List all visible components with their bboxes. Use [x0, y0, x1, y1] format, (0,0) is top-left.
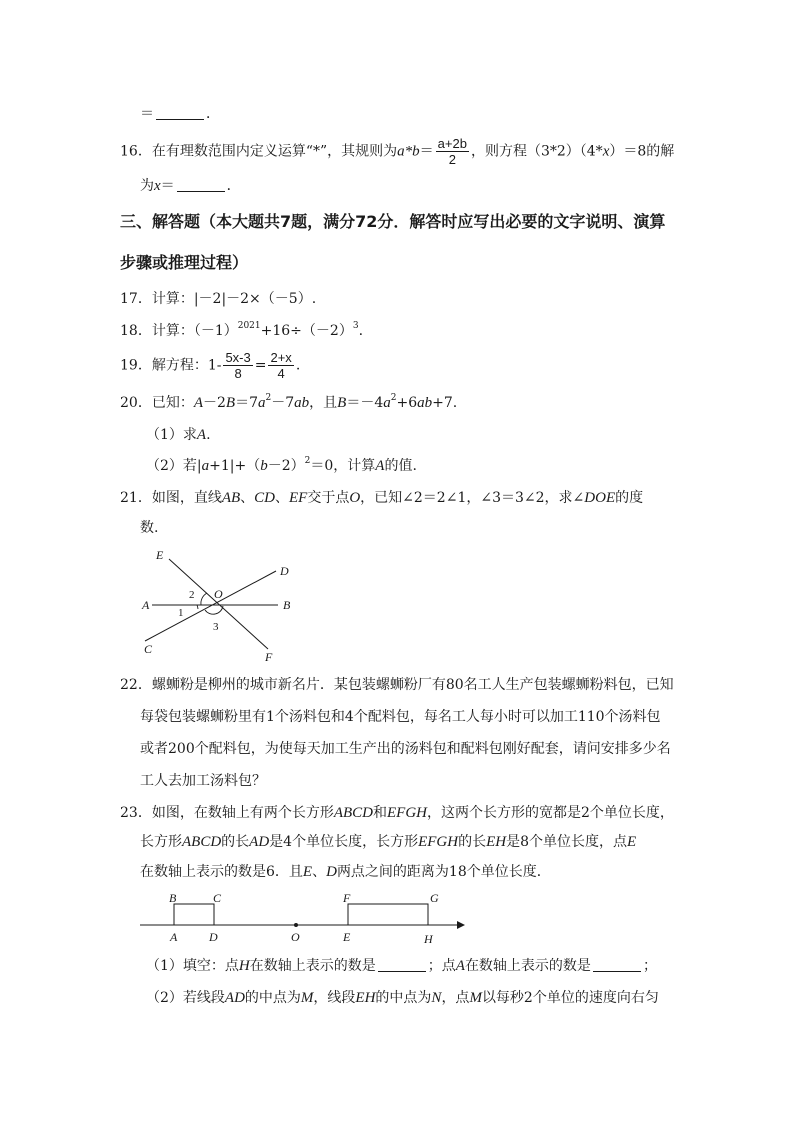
- rect-ABCD: [174, 904, 214, 925]
- section-3-heading-line1: 三、解答题（本大题共7题，满分72分．解答时应写出必要的文字说明、演算: [120, 212, 666, 231]
- q23-sub2-text: ，点: [441, 990, 470, 1006]
- q20-sub2-var-A: A: [375, 458, 385, 474]
- q21-line-AB: AB: [221, 490, 241, 506]
- q18-text-2: +16÷（－2）: [260, 323, 353, 339]
- q23-point-D: D: [326, 864, 337, 880]
- q20-var-a: a: [383, 395, 391, 411]
- q23-sub1-point-H: H: [238, 958, 250, 974]
- label-D: D: [280, 564, 289, 578]
- q18-text: 18．计算：（－1）: [120, 323, 238, 339]
- q16-fraction-denominator: 2: [448, 152, 456, 167]
- q23-text: 、: [312, 864, 327, 880]
- q23-segment-AD: AD: [249, 834, 270, 850]
- angle-1-arc: [197, 605, 198, 609]
- q21-text: ，已知∠2＝2∠1，∠3＝3∠2，求∠: [360, 490, 585, 506]
- label-B: B: [283, 598, 291, 612]
- q23-text: 23．如图，在数轴上有两个长方形: [120, 805, 334, 821]
- label-C: C: [144, 642, 153, 656]
- q20-var-a: a: [258, 395, 266, 411]
- q20-sub1: [146, 425, 211, 445]
- section-3-heading-line2: 步骤或推理过程）: [120, 253, 249, 272]
- q23-text: 在数轴上表示的数是6．且: [140, 864, 303, 880]
- q18-exponent-1: 2021: [237, 321, 261, 331]
- q20-text: ，且: [309, 395, 338, 411]
- q21-text: 的度: [615, 490, 644, 506]
- q20-exponent: 2: [390, 393, 397, 403]
- q18-exponent-2: 3: [352, 321, 359, 331]
- q19-fraction-1-numerator: 5x-3: [225, 350, 251, 365]
- q16-line2: [140, 176, 241, 196]
- q19: [120, 350, 300, 381]
- label-O: O: [214, 587, 223, 601]
- q16-line2-equals: ＝: [160, 178, 175, 194]
- label-E: E: [156, 548, 164, 562]
- label-H: H: [424, 932, 433, 946]
- label-E: E: [343, 930, 351, 944]
- number-line-arrow: [457, 921, 465, 929]
- q23-sub1-point-A: A: [455, 958, 465, 974]
- q16-equals: ＝: [419, 143, 434, 160]
- q21-text: 21．如图，直线: [120, 490, 222, 506]
- q20-var-ab: ab: [294, 395, 310, 411]
- q20-var-B: B: [337, 395, 347, 411]
- angle-label-1: 1: [178, 607, 184, 619]
- q15-answer-line: [140, 104, 220, 124]
- q20-sub1-var-A: A: [196, 427, 207, 443]
- q20-text: +6: [396, 395, 418, 411]
- q15-answer-blank: [156, 105, 204, 120]
- label-G: G: [430, 891, 439, 905]
- q23-rect-ABCD: ABCD: [182, 834, 222, 850]
- q20-sub2-text: ＝0，计算: [310, 458, 376, 474]
- q19-equals: =: [254, 357, 267, 374]
- q16-variable: x: [602, 143, 610, 160]
- q20-sub2-text: －2）: [267, 458, 305, 474]
- q23-text: 两点之间的距离为18个单位长度．: [336, 864, 551, 880]
- origin-dot: [294, 923, 298, 927]
- q23-text: 的长: [458, 834, 487, 850]
- q23-sub2-text: （2）若线段: [146, 990, 225, 1006]
- angle-label-2: 2: [189, 589, 195, 601]
- q23-text: 是4个单位长度，长方形: [269, 834, 419, 850]
- q23-text: ，这两个长方形的宽都是2个单位长度，: [427, 805, 674, 821]
- q20-text: +7.: [432, 395, 458, 411]
- q23-sub2-point-M: M: [300, 990, 314, 1006]
- q20-var-B: B: [225, 395, 236, 411]
- q23-sub1: [146, 956, 657, 976]
- q23-sub2-point-N: N: [431, 990, 442, 1006]
- q23-text: 的长: [221, 834, 250, 850]
- q20-text: ＝－4: [346, 395, 384, 411]
- label-A: A: [170, 930, 178, 944]
- q16-line1: [120, 136, 674, 167]
- q15-equals: ＝: [140, 106, 154, 122]
- q21-angle-DOE: DOE: [584, 490, 616, 506]
- q23-sub2-segment-EH: EH: [355, 990, 376, 1006]
- q20-exponent: 2: [265, 393, 272, 403]
- angle-label-3: 3: [213, 621, 219, 633]
- q22-line2: 每袋包装螺蛳粉里有1个汤料包和4个配料包，每名工人每小时可以加工110个汤料包: [140, 709, 661, 725]
- q21-line1: [120, 488, 643, 508]
- q23-rect-EFGH: EFGH: [387, 805, 427, 821]
- line-EF: [169, 559, 268, 649]
- rect-EFGH: [348, 904, 428, 925]
- q16-period: ．: [226, 178, 241, 194]
- q21-line-CD: CD: [254, 490, 275, 506]
- q22-line1: 22．螺蛳粉是柳州的城市新名片．某包装螺蛳粉厂有80名工人生产包装螺蛳粉料包，已知: [120, 677, 674, 693]
- q16-answer-blank: [177, 177, 225, 192]
- label-F: F: [343, 891, 351, 905]
- q19-fraction-2: [268, 350, 293, 381]
- label-F: F: [265, 650, 273, 664]
- q21-text: 交于点: [307, 490, 350, 506]
- q20-var-A: A: [193, 395, 203, 411]
- q19-text: 19．解方程：1-: [120, 357, 222, 374]
- q23-text: 和: [373, 805, 387, 821]
- q21-line2: 数.: [140, 520, 159, 536]
- q19-fraction-1: [223, 350, 252, 381]
- angle-2-arc: [201, 593, 207, 605]
- q20-sub2-var-a: a: [201, 458, 210, 474]
- q16-fraction: [436, 136, 469, 167]
- q16-text-2: ，则方程（3*2）（4*: [470, 143, 603, 160]
- q16-line2-text: 为: [140, 178, 154, 194]
- q23-sub2-text: ，线段: [313, 990, 356, 1006]
- line-CD: [145, 571, 276, 641]
- q19-fraction-2-denominator: 4: [277, 366, 285, 381]
- q23-sub2-text: 以每秒2个单位的速度向右匀: [481, 990, 659, 1006]
- label-A: A: [142, 598, 150, 612]
- q20-sub2: [146, 456, 417, 476]
- q23-sub1-text: 在数轴上表示的数是: [464, 958, 591, 974]
- q16-line2-variable: x: [154, 178, 161, 194]
- q20-sub1-period: .: [206, 427, 211, 443]
- q23-sub1-text: ；点: [427, 958, 456, 974]
- q23-segment-EH: EH: [486, 834, 507, 850]
- q20-sub2-text: （2）若|: [146, 458, 202, 474]
- label-D: D: [209, 930, 218, 944]
- q16-text: 在有理数范围内定义运算“*”，其规则为: [151, 143, 398, 160]
- q19-fraction-1-denominator: 8: [234, 366, 242, 381]
- q16-text-3: ）＝8的解: [609, 143, 675, 160]
- q23-point-E: E: [627, 834, 637, 850]
- q23-number-line-figure: [135, 888, 475, 948]
- q23-text: 是8个单位长度，点: [506, 834, 628, 850]
- q20-text: －7: [271, 395, 295, 411]
- q20-sub1-text: （1）求: [146, 427, 197, 443]
- q21-figure: [135, 545, 305, 670]
- q23-sub2-text: 的中点为: [375, 990, 432, 1006]
- q22-line3: 或者200个配料包，为使每天加工生产出的汤料包和配料包刚好配套，请问安排多少名: [140, 741, 671, 757]
- q20-var-ab: ab: [417, 395, 433, 411]
- q19-period: .: [295, 357, 301, 374]
- label-O: O: [291, 930, 300, 944]
- q23-text: 长方形: [140, 834, 182, 850]
- q22-line4: 工人去加工汤料包？: [140, 773, 266, 789]
- q20-sub2-text: +1|+（: [209, 458, 261, 474]
- q20: [120, 393, 457, 413]
- q17: 17．计算：|－2|－2×（－5）.: [120, 291, 317, 307]
- q23-sub2: [146, 988, 659, 1008]
- q23-rect-ABCD: ABCD: [333, 805, 373, 821]
- q23-line2: [140, 832, 636, 852]
- q20-text: 20．已知：: [120, 395, 194, 411]
- q21-text: 、: [240, 490, 255, 506]
- q23-sub2-point-M: M: [469, 990, 482, 1006]
- q20-sub2-exponent: 2: [304, 456, 311, 466]
- q20-text: －2: [203, 395, 226, 411]
- q23-sub1-text: ；: [642, 958, 657, 974]
- q23-sub1-blank-A: [593, 957, 641, 972]
- q23-line1: [120, 803, 674, 823]
- label-B: B: [169, 891, 177, 905]
- q23-sub2-text: 的中点为: [244, 990, 301, 1006]
- q23-sub1-blank-H: [378, 957, 426, 972]
- q19-fraction-2-numerator: 2+x: [270, 350, 292, 365]
- q23-sub1-text: 在数轴上表示的数是: [249, 958, 376, 974]
- q21-text: 、: [275, 490, 289, 506]
- q18-period: .: [358, 323, 364, 339]
- q18: [120, 321, 363, 341]
- q16-fraction-numerator: a+2b: [437, 136, 467, 151]
- label-C: C: [213, 891, 222, 905]
- q23-rect-EFGH: EFGH: [418, 834, 459, 850]
- q20-sub2-text: 的值.: [384, 458, 417, 474]
- q15-period: ．: [206, 106, 220, 122]
- q23-line3: [140, 862, 551, 882]
- q20-sub2-var-b: b: [260, 458, 268, 474]
- q23-sub1-text: （1）填空：点: [146, 958, 239, 974]
- q16-operation: a*b: [397, 143, 420, 160]
- q16-number: 16．: [120, 143, 152, 160]
- q23-sub2-segment-AD: AD: [224, 990, 245, 1006]
- q21-point-O: O: [349, 490, 361, 506]
- q20-text: ＝7: [235, 395, 259, 411]
- q23-point-E: E: [302, 864, 313, 880]
- q21-line-EF: EF: [289, 490, 308, 506]
